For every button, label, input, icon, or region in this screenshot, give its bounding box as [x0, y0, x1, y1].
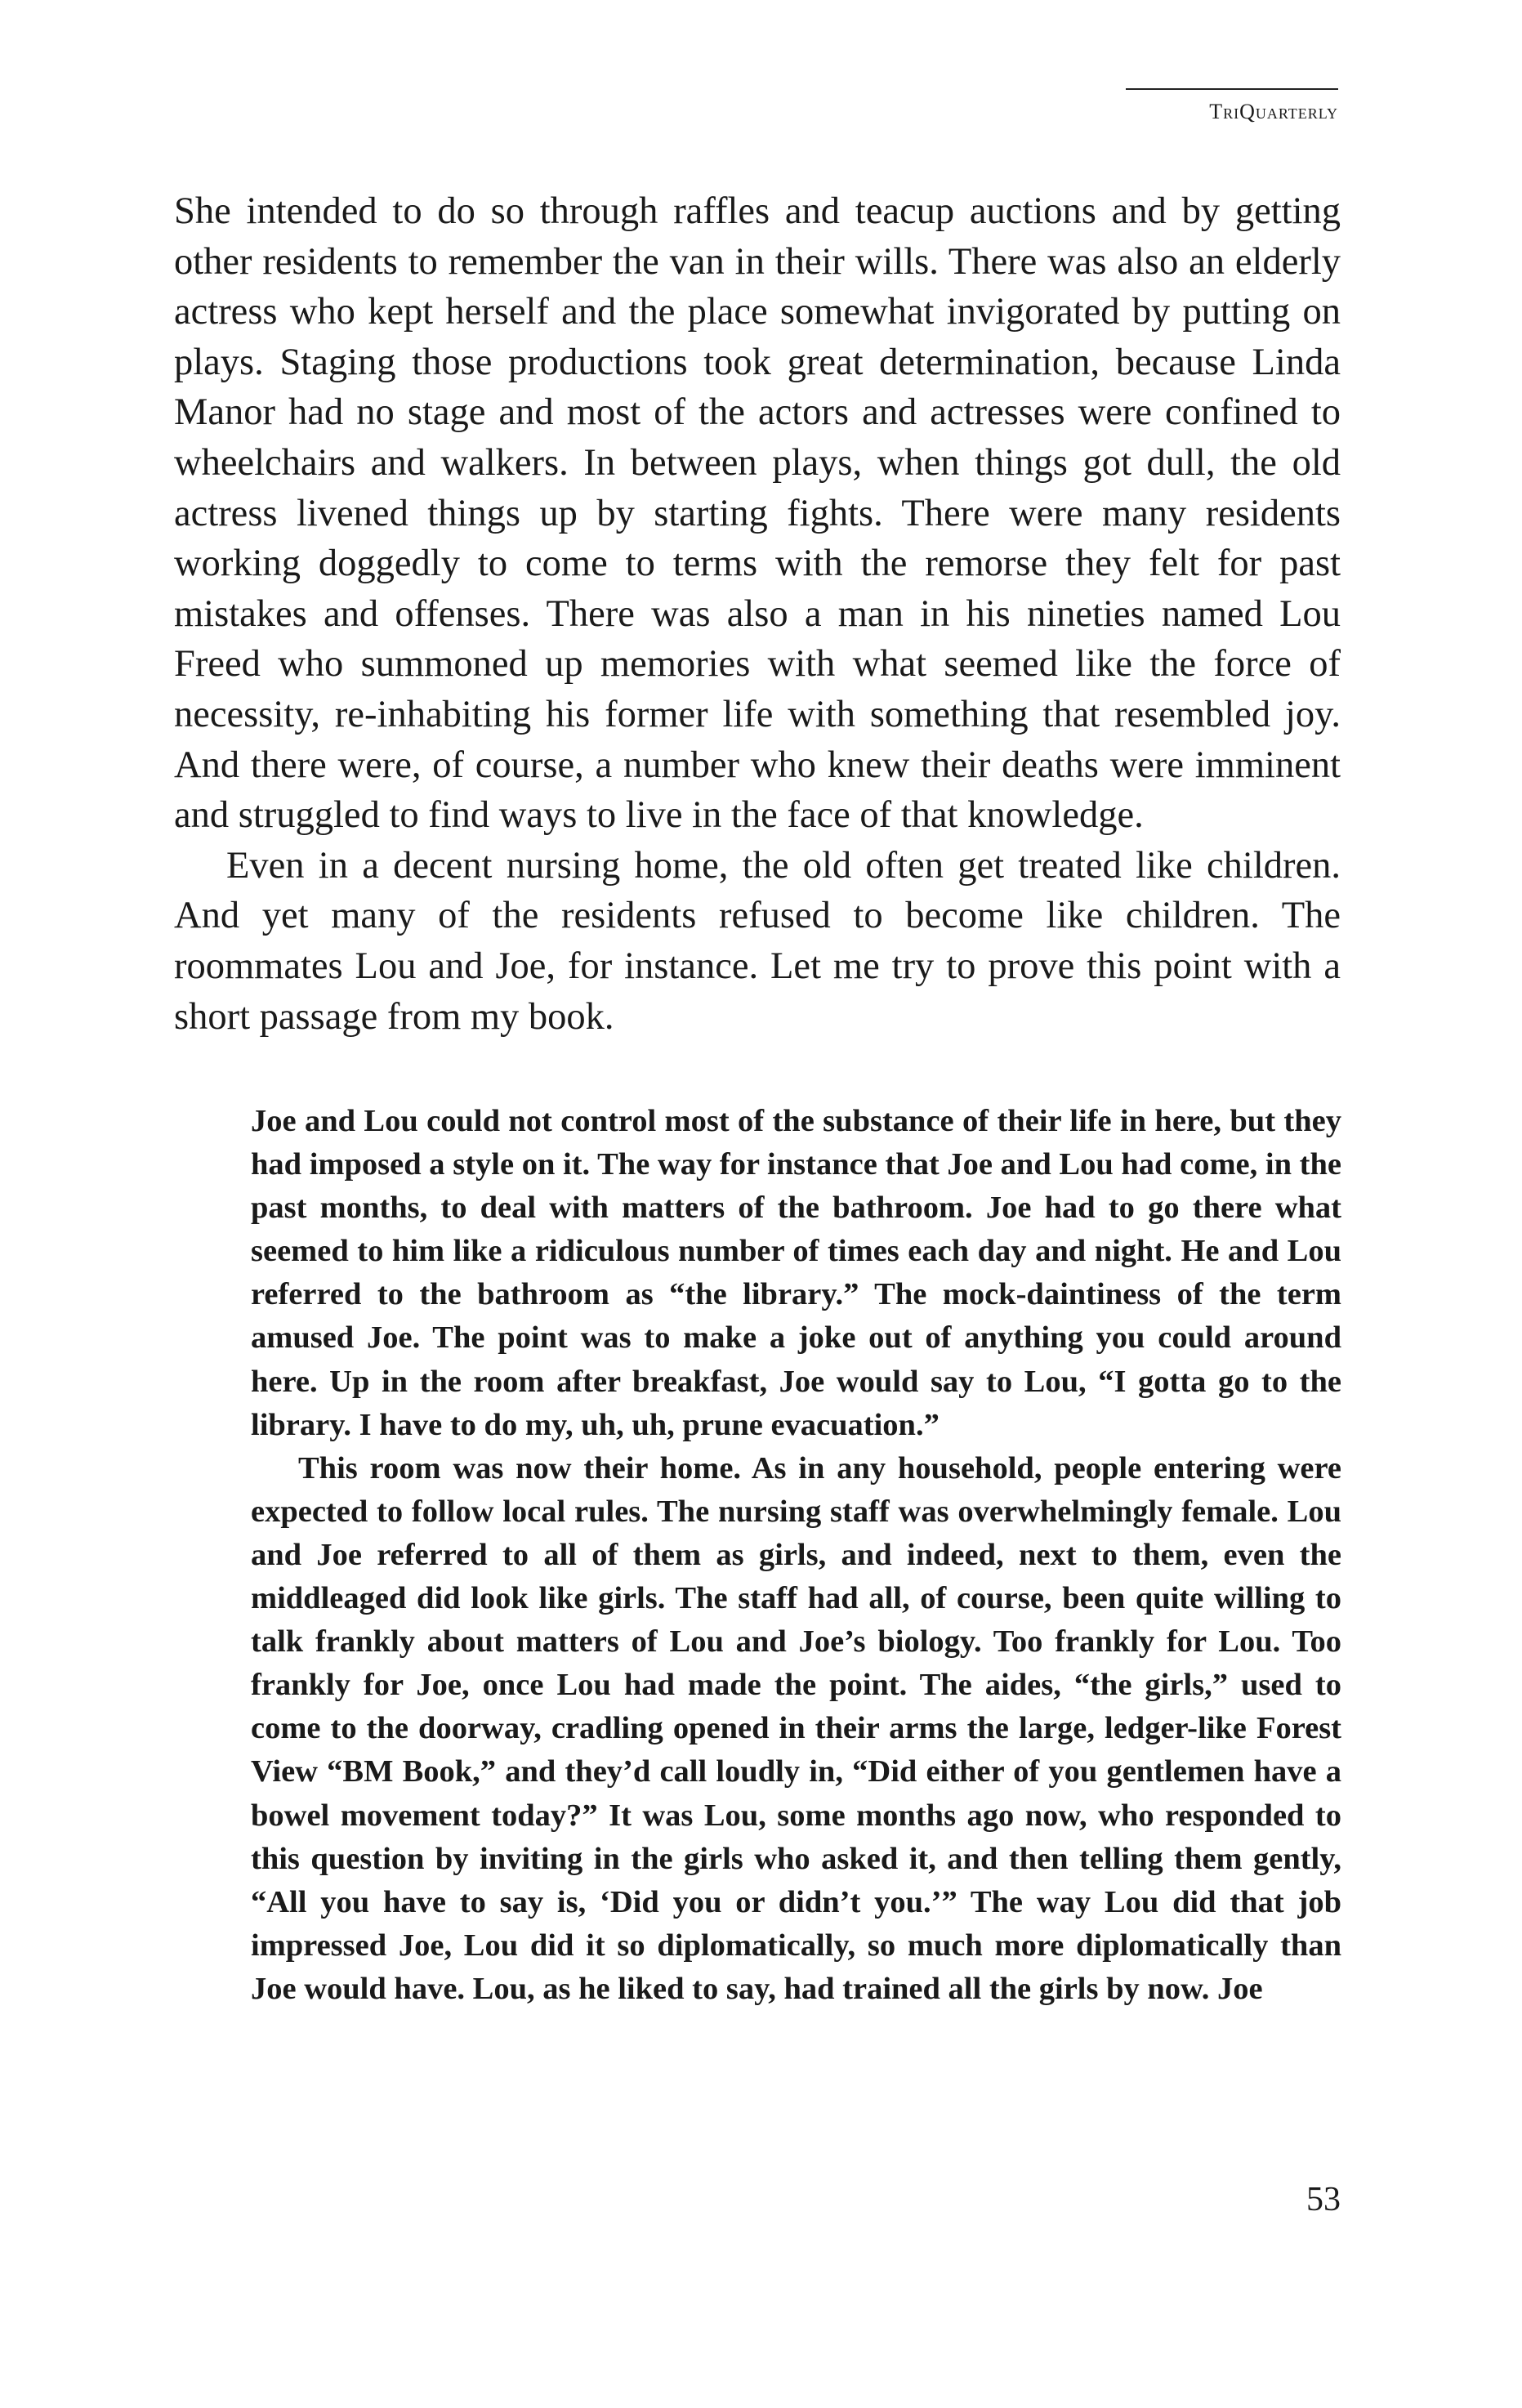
- page-number: 53: [1306, 2181, 1341, 2218]
- extract-paragraph: This room was now their home. As in any household, people entering were expected to follow local rules. The nursing staff was overwhelmingly female. Lou and Joe referred to all of them as girls, and indeed, next to them, even the middleaged did look like girls. The staff had all, of course, been quite willing to talk frankly about matters of Lou and Joe’s biology. Too frankly for Lou. Too frankly for Joe, once Lou had made the point. The aides, “the girls,” used to come to the doorway, cradling opened in their arms the large, ledger-like Forest View “BM Book,” and they’d call loudly in, “Did either of you gentlemen have a bowel movement today?” It was Lou, some months ago now, who responded to this question by inviting in the girls who asked it, and then telling them gently, “All you have to say is, ‘Did you or didn’t you.’” The way Lou did that job impressed Joe, Lou did it so diplomatically, so much more diplomatically than Joe would have. Lou, as he liked to say, had trained all the girls by now. Joe: [251, 1450, 1341, 2006]
- body-text: [174, 186, 1341, 1042]
- quoted-extract: [251, 1100, 1341, 2011]
- running-head: [1126, 88, 1338, 124]
- running-head-rule: [1126, 88, 1338, 90]
- journal-title: TriQuarterly: [1209, 100, 1338, 123]
- body-paragraph: She intended to do so through raffles and teacup auctions and by getting other residents to remember the van in their wills. There was also an elderly actress who kept herself and the place somewhat invigorated by putting on plays. Staging those productions took great determination, because Linda Manor had no stage and most of the actors and actresses were confined to wheelchairs and walkers. In between plays, when things got dull, the old actress livened things up by starting fights. There were many residents working doggedly to come to terms with the remorse they felt for past mistakes and offenses. There was also a man in his nineties named Lou Freed who summoned up memories with what seemed like the force of necessity, re-inhabiting his former life with something that resembled joy. And there were, of course, a number who knew their deaths were imminent and struggled to find ways to live in the face of that knowledge.: [174, 190, 1341, 837]
- extract-paragraph: Joe and Lou could not control most of the substance of their life in here, but they had imposed a style on it. The way for instance that Joe and Lou had come, in the past months, to deal with matters of the bathroom. Joe had to go there what seemed to him like a ridiculous number of times each day and night. He and Lou referred to the bathroom as “the library.” The mock-daintiness of the term amused Joe. The point was to make a joke out of anything you could around here. Up in the room after breakfast, Joe would say to Lou, “I gotta go to the library. I have to do my, uh, uh, prune evacuation.”: [251, 1104, 1341, 1442]
- body-paragraph: Even in a decent nursing home, the old often get treated like children. And yet many of the residents refused to become like children. The roommates Lou and Joe, for instance. Let me try to prove this point with a short passage from my book.: [174, 844, 1341, 1038]
